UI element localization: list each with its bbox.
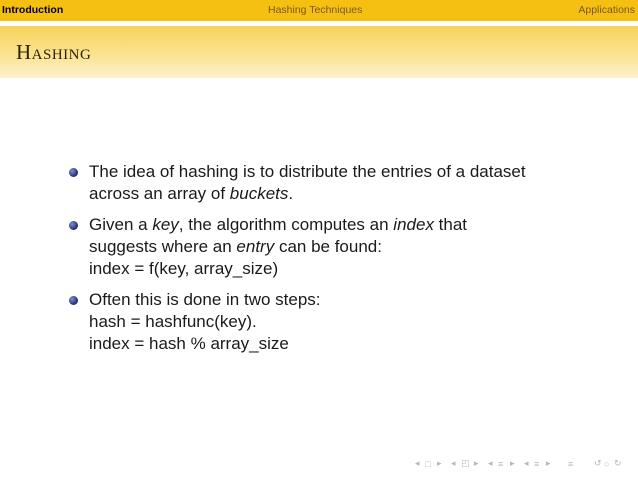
bullet-icon [69, 168, 78, 177]
bullet-line: index = hash % array_size [89, 334, 289, 353]
nav-right-arrow-icon[interactable]: ▸ [474, 458, 479, 468]
nav-right-arrow-icon[interactable]: ▸ [437, 458, 442, 468]
nav-left-arrow-icon[interactable]: ◂ [451, 458, 456, 468]
bullet-item [64, 289, 604, 355]
emphasis: entry [236, 237, 275, 256]
bullet-line: Given a key, the algorithm computes an index that [89, 215, 468, 234]
bullet-list [64, 161, 604, 364]
appendix-icon[interactable]: ≡ [568, 459, 574, 469]
bullet-line: Often this is done in two steps: [89, 290, 321, 309]
search-icon[interactable]: ○ [604, 459, 610, 469]
nav-left-arrow-icon[interactable]: ◂ [488, 458, 493, 468]
nav-section-hashing-techniques[interactable]: Hashing Techniques [268, 4, 363, 16]
back-icon[interactable]: ↺ [594, 458, 602, 468]
bullet-line: hash = hashfunc(key). [89, 312, 257, 331]
bullet-line: The idea of hashing is to distribute the entries of a dataset [89, 162, 526, 181]
nav-right-arrow-icon[interactable]: ▸ [510, 458, 515, 468]
bullet-line: suggests where an entry can be found: [89, 237, 382, 256]
bullet-icon [69, 296, 78, 305]
section-nav-bar [0, 0, 638, 21]
nav-section-introduction[interactable]: Introduction [2, 4, 64, 16]
frame-title: Hashing [16, 40, 92, 64]
nav-section-applications[interactable]: Applications [578, 4, 635, 16]
document-icon[interactable]: ≡ [534, 459, 540, 469]
section-icon[interactable]: ≡ [498, 459, 504, 469]
bullet-line: across an array of buckets. [89, 184, 294, 203]
bullet-item [64, 161, 604, 205]
emphasis: index [393, 215, 434, 234]
bullet-icon [69, 221, 78, 230]
bullet-line: index = f(key, array_size) [89, 259, 279, 278]
nav-left-arrow-icon[interactable]: ◂ [415, 458, 420, 468]
subsection-icon[interactable]: ◰ [461, 458, 470, 468]
emphasis: buckets [229, 184, 289, 203]
nav-right-arrow-icon[interactable]: ▸ [546, 458, 551, 468]
frame-icon[interactable]: □ [425, 459, 431, 469]
bullet-item [64, 214, 604, 280]
emphasis: key [152, 215, 179, 234]
frame-title-bar [0, 26, 638, 78]
nav-left-arrow-icon[interactable]: ◂ [524, 458, 529, 468]
forward-icon[interactable]: ↻ [614, 458, 622, 468]
